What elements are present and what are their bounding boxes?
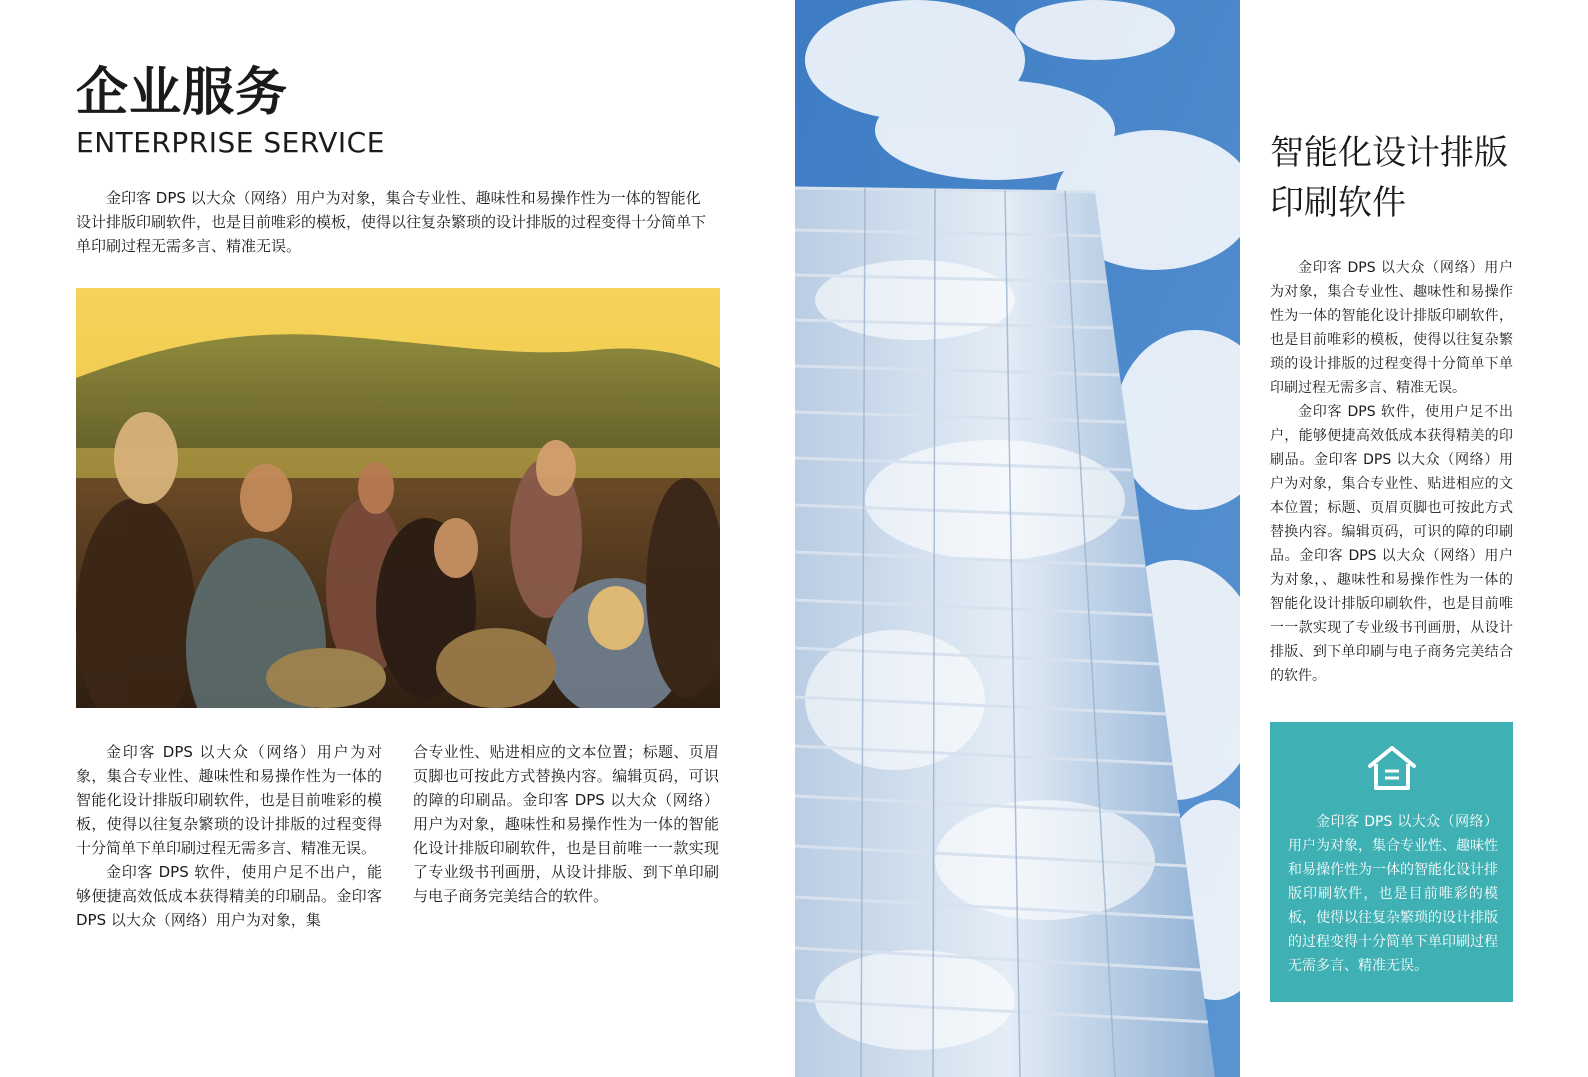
section-body <box>1270 256 1513 688</box>
building-photo <box>795 0 1240 1077</box>
section-title-line: 印刷软件 <box>1270 183 1406 223</box>
intro-paragraph: 金印客 DPS 以大众（网络）用户为对象，集合专业性、趣味性和易操作性为一体的智能化设计排版印刷软件，也是目前唯彩的模板，使得以往复杂繁琐的设计排版的过程变得十分简单下单印刷过程无需多言、精准无误。 <box>76 189 707 255</box>
highlight-text: 金印客 DPS 以大众（网络）用户为对象，集合专业性、趣味性和易操作性为一体的智能化设计排版印刷软件，也是目前唯彩的模板，使得以往复杂繁琐的设计排版的过程变得十分简单下单印刷过程无需多言、精准无误。 <box>1288 814 1498 974</box>
house-icon <box>1366 744 1418 792</box>
body-paragraph: 金印客 DPS 以大众（网络）用户为对象，集合专业性、趣味性和易操作性为一体的智能化设计排版印刷软件，也是目前唯彩的模板，使得以往复杂繁琐的设计排版的过程变得十分简单下单印刷过程无需多言、精准无误。 <box>1270 260 1513 396</box>
column-paragraph: 合专业性、贴进相应的文本位置；标题、页眉页脚也可按此方式替换内容。编辑页码，可识的障的印刷品。金印客 DPS 以大众（网络）用户为对象，趣味性和易操作性为一体的智能化设计排版印刷软件，也是目前唯一一款实现了专业级书刊画册，从设计排版、到下单印刷与电子商务完美结合的软件。 <box>413 743 719 905</box>
crowd-photo <box>76 288 720 708</box>
page-subtitle: ENTERPRISE SERVICE <box>76 126 385 159</box>
page-title: 企业服务 <box>76 63 289 123</box>
column-paragraph: 金印客 DPS 以大众（网络）用户为对象，集合专业性、趣味性和易操作性为一体的智能化设计排版印刷软件，也是目前唯彩的模板，使得以往复杂繁琐的设计排版的过程变得十分简单下单印刷过程无需多言、精准无误。 <box>76 743 382 857</box>
body-paragraph: 金印客 DPS 软件，使用户足不出户，能够便捷高效低成本获得精美的印刷品。金印客 DPS 以大众（网络）用户为对象，集合专业性、贴进相应的文本位置；标题、页眉页脚也可按此方式替换内容。编辑页码，可识的障的印刷品。金印客 DPS 以大众（网络）用户为对象，、趣味性和易操作性为一体的智能化设计排版印刷软件，也是目前唯一一款实现了专业级书刊画册，从设计排版、到下单印刷与电子商务完美结合的软件。 <box>1270 404 1513 684</box>
column-paragraph: 金印客 DPS 软件，使用户足不出户，能够便捷高效低成本获得精美的印刷品。金印客 DPS 以大众（网络）用户为对象，集 <box>76 863 382 929</box>
section-title-line: 智能化设计排版 <box>1270 133 1508 173</box>
highlight-box <box>1270 722 1513 1002</box>
text-column-right <box>413 740 719 908</box>
section-title <box>1270 128 1550 228</box>
text-column-left <box>76 740 382 932</box>
